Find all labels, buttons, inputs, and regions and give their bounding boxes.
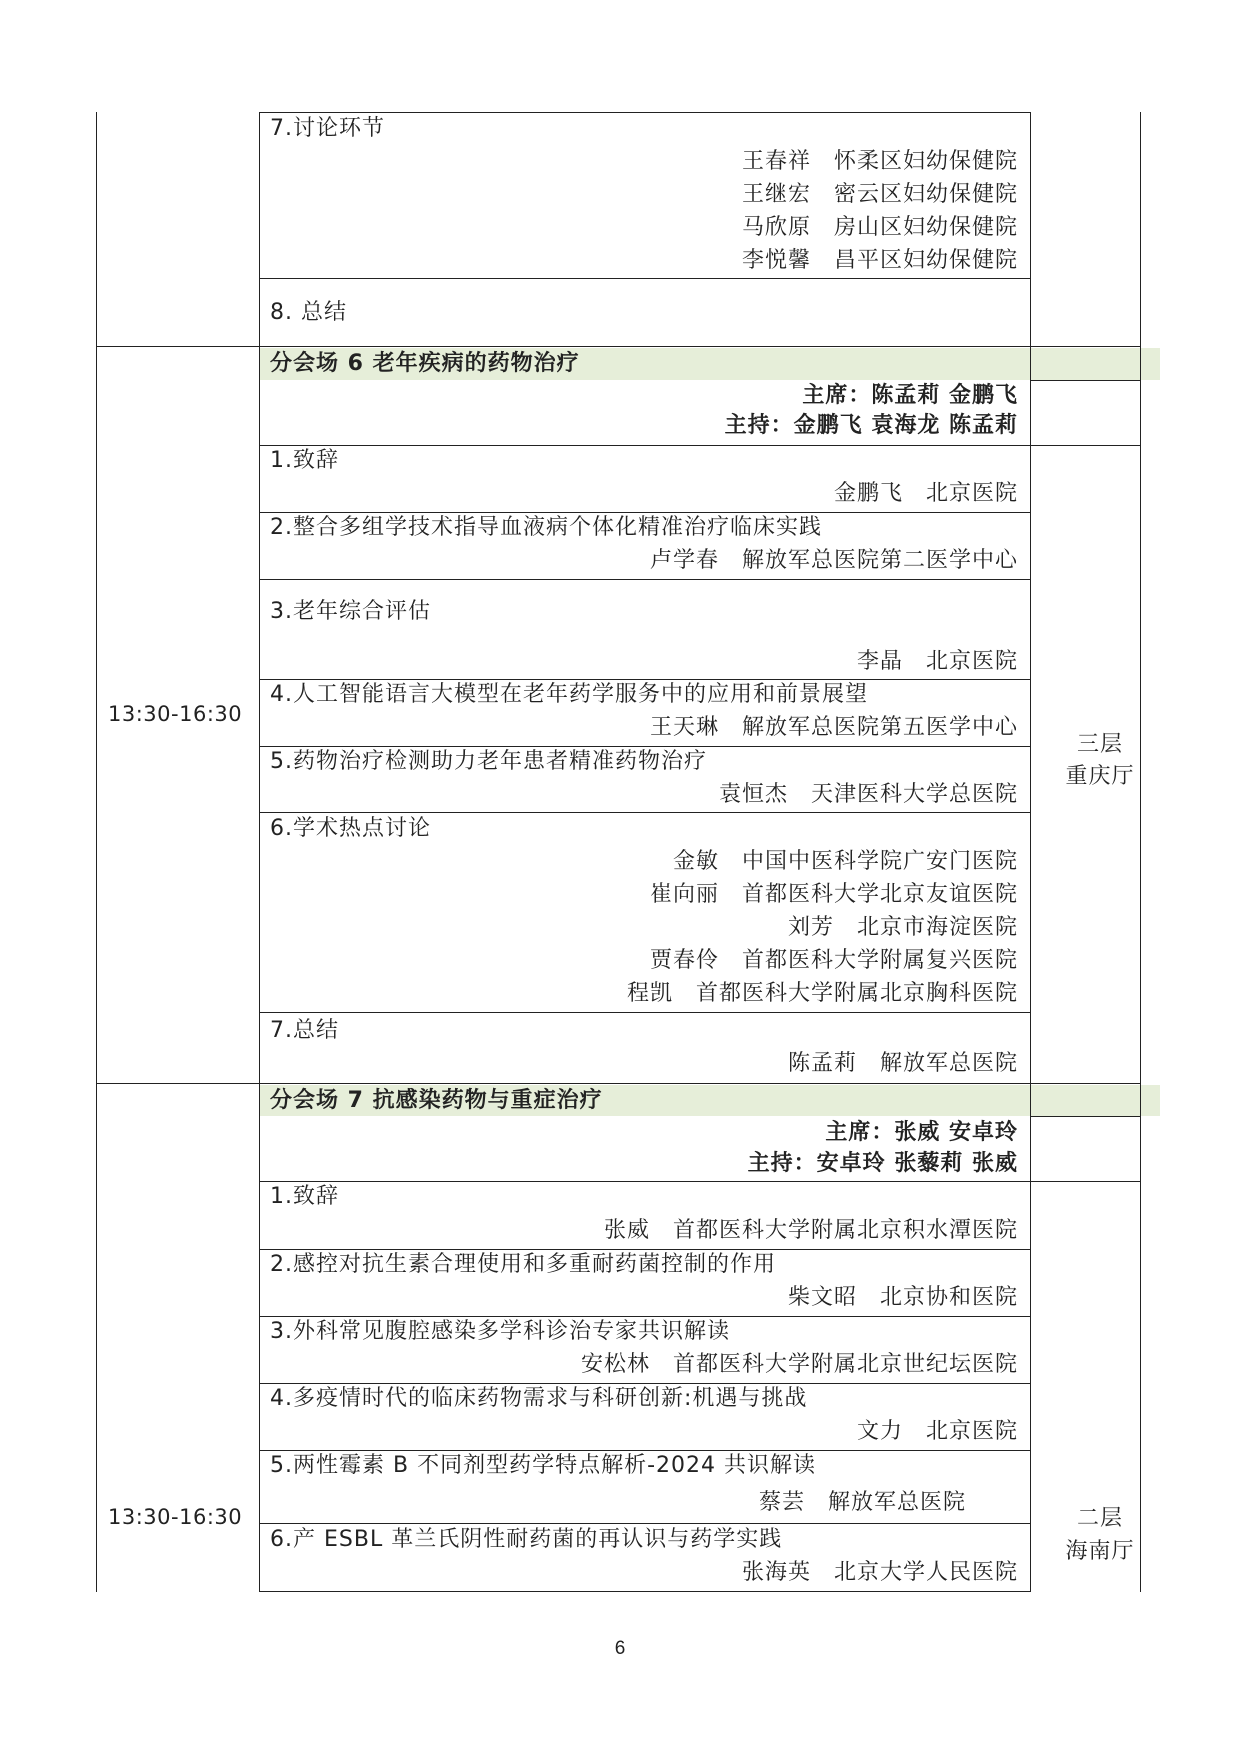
agenda-item-title: 6.学术热点讨论 bbox=[270, 816, 431, 841]
table-column-divider bbox=[259, 112, 260, 1592]
venue-hall: 重庆厅 bbox=[1065, 764, 1135, 789]
row-divider bbox=[1030, 1116, 1141, 1117]
speaker-line: 蔡芸 解放军总医院 bbox=[758, 1490, 966, 1515]
agenda-item-title: 5.两性霉素 B 不同剂型药学特点解析-2024 共识解读 bbox=[270, 1453, 816, 1478]
row-divider bbox=[259, 1181, 1031, 1182]
speaker-line: 卢学春 解放军总医院第二医学中心 bbox=[649, 548, 1018, 573]
agenda-item-title: 3.老年综合评估 bbox=[270, 599, 431, 624]
speaker-line: 金敏 中国中医科学院广安门医院 bbox=[672, 849, 1018, 874]
speaker-line: 安松林 首都医科大学附属北京世纪坛医院 bbox=[580, 1352, 1018, 1377]
agenda-item-title: 5.药物治疗检测助力老年患者精准药物治疗 bbox=[270, 749, 707, 774]
speaker-line: 王继宏 密云区妇幼保健院 bbox=[741, 182, 1018, 207]
agenda-item-title: 1.致辞 bbox=[270, 1184, 339, 1209]
row-divider bbox=[259, 1523, 1031, 1524]
speaker-line: 崔向丽 首都医科大学北京友谊医院 bbox=[649, 882, 1018, 907]
speaker-line: 王春祥 怀柔区妇幼保健院 bbox=[741, 149, 1018, 174]
agenda-item-title: 7.总结 bbox=[270, 1018, 339, 1043]
speaker-line: 王天琳 解放军总医院第五医学中心 bbox=[649, 715, 1018, 740]
session-chair: 主席：陈孟莉 金鹏飞 bbox=[802, 383, 1018, 408]
row-divider bbox=[259, 1012, 1031, 1013]
speaker-line: 张威 首都医科大学附属北京积水潭医院 bbox=[603, 1218, 1018, 1243]
speaker-line: 马欣原 房山区妇幼保健院 bbox=[741, 215, 1018, 240]
agenda-item-title: 2.感控对抗生素合理使用和多重耐药菌控制的作用 bbox=[270, 1252, 776, 1277]
agenda-item-title: 1.致辞 bbox=[270, 448, 339, 473]
speaker-line: 文力 北京医院 bbox=[856, 1419, 1018, 1444]
table-border-left bbox=[96, 112, 97, 1592]
row-divider bbox=[1030, 1181, 1141, 1182]
speaker-line: 刘芳 北京市海淀医院 bbox=[787, 915, 1018, 940]
row-divider bbox=[259, 445, 1031, 446]
row-divider bbox=[259, 278, 1031, 279]
speaker-line: 贾春伶 首都医科大学附属复兴医院 bbox=[649, 948, 1018, 973]
speaker-line: 陈孟莉 解放军总医院 bbox=[787, 1051, 1018, 1076]
session-time: 13:30-16:30 bbox=[108, 1505, 243, 1529]
venue-floor: 三层 bbox=[1076, 732, 1123, 757]
venue-floor: 二层 bbox=[1076, 1506, 1123, 1531]
section-divider bbox=[96, 1083, 1141, 1084]
section-divider bbox=[96, 346, 1141, 347]
agenda-item-title: 7.讨论环节 bbox=[270, 116, 385, 141]
speaker-line: 柴文昭 北京协和医院 bbox=[787, 1285, 1018, 1310]
agenda-item-title: 2.整合多组学技术指导血液病个体化精准治疗临床实践 bbox=[270, 515, 822, 540]
speaker-line: 程凯 首都医科大学附属北京胸科医院 bbox=[626, 981, 1018, 1006]
table-column-divider bbox=[1030, 112, 1031, 1592]
agenda-item-title: 8. 总结 bbox=[270, 300, 347, 325]
row-divider bbox=[1030, 445, 1141, 446]
speaker-line: 张海英 北京大学人民医院 bbox=[741, 1560, 1018, 1585]
session-time: 13:30-16:30 bbox=[108, 702, 243, 726]
page-number: 6 bbox=[614, 1638, 626, 1659]
table-border-right bbox=[1140, 112, 1141, 1592]
row-divider bbox=[1030, 380, 1141, 381]
venue-hall: 海南厅 bbox=[1065, 1539, 1135, 1564]
agenda-item-title: 6.产 ESBL 革兰氏阴性耐药菌的再认识与药学实践 bbox=[270, 1527, 783, 1552]
row-divider bbox=[259, 579, 1031, 580]
speaker-line: 李悦馨 昌平区妇幼保健院 bbox=[741, 248, 1018, 273]
session-host: 主持：金鹏飞 袁海龙 陈孟莉 bbox=[724, 413, 1018, 438]
session-title: 分会场 7 抗感染药物与重症治疗 bbox=[270, 1088, 603, 1113]
row-divider bbox=[259, 812, 1031, 813]
agenda-item-title: 4.人工智能语言大模型在老年药学服务中的应用和前景展望 bbox=[270, 682, 868, 707]
speaker-line: 袁恒杰 天津医科大学总医院 bbox=[718, 782, 1018, 807]
row-divider bbox=[259, 112, 1031, 113]
session-chair: 主席：张威 安卓玲 bbox=[825, 1120, 1018, 1145]
speaker-line: 李晶 北京医院 bbox=[856, 649, 1018, 674]
agenda-item-title: 3.外科常见腹腔感染多学科诊治专家共识解读 bbox=[270, 1319, 730, 1344]
session-title: 分会场 6 老年疾病的药物治疗 bbox=[270, 351, 580, 376]
session-host: 主持：安卓玲 张藜莉 张威 bbox=[747, 1151, 1018, 1176]
row-divider bbox=[259, 1591, 1031, 1592]
speaker-line: 金鹏飞 北京医院 bbox=[833, 481, 1018, 506]
agenda-item-title: 4.多疫情时代的临床药物需求与科研创新:机遇与挑战 bbox=[270, 1386, 808, 1411]
